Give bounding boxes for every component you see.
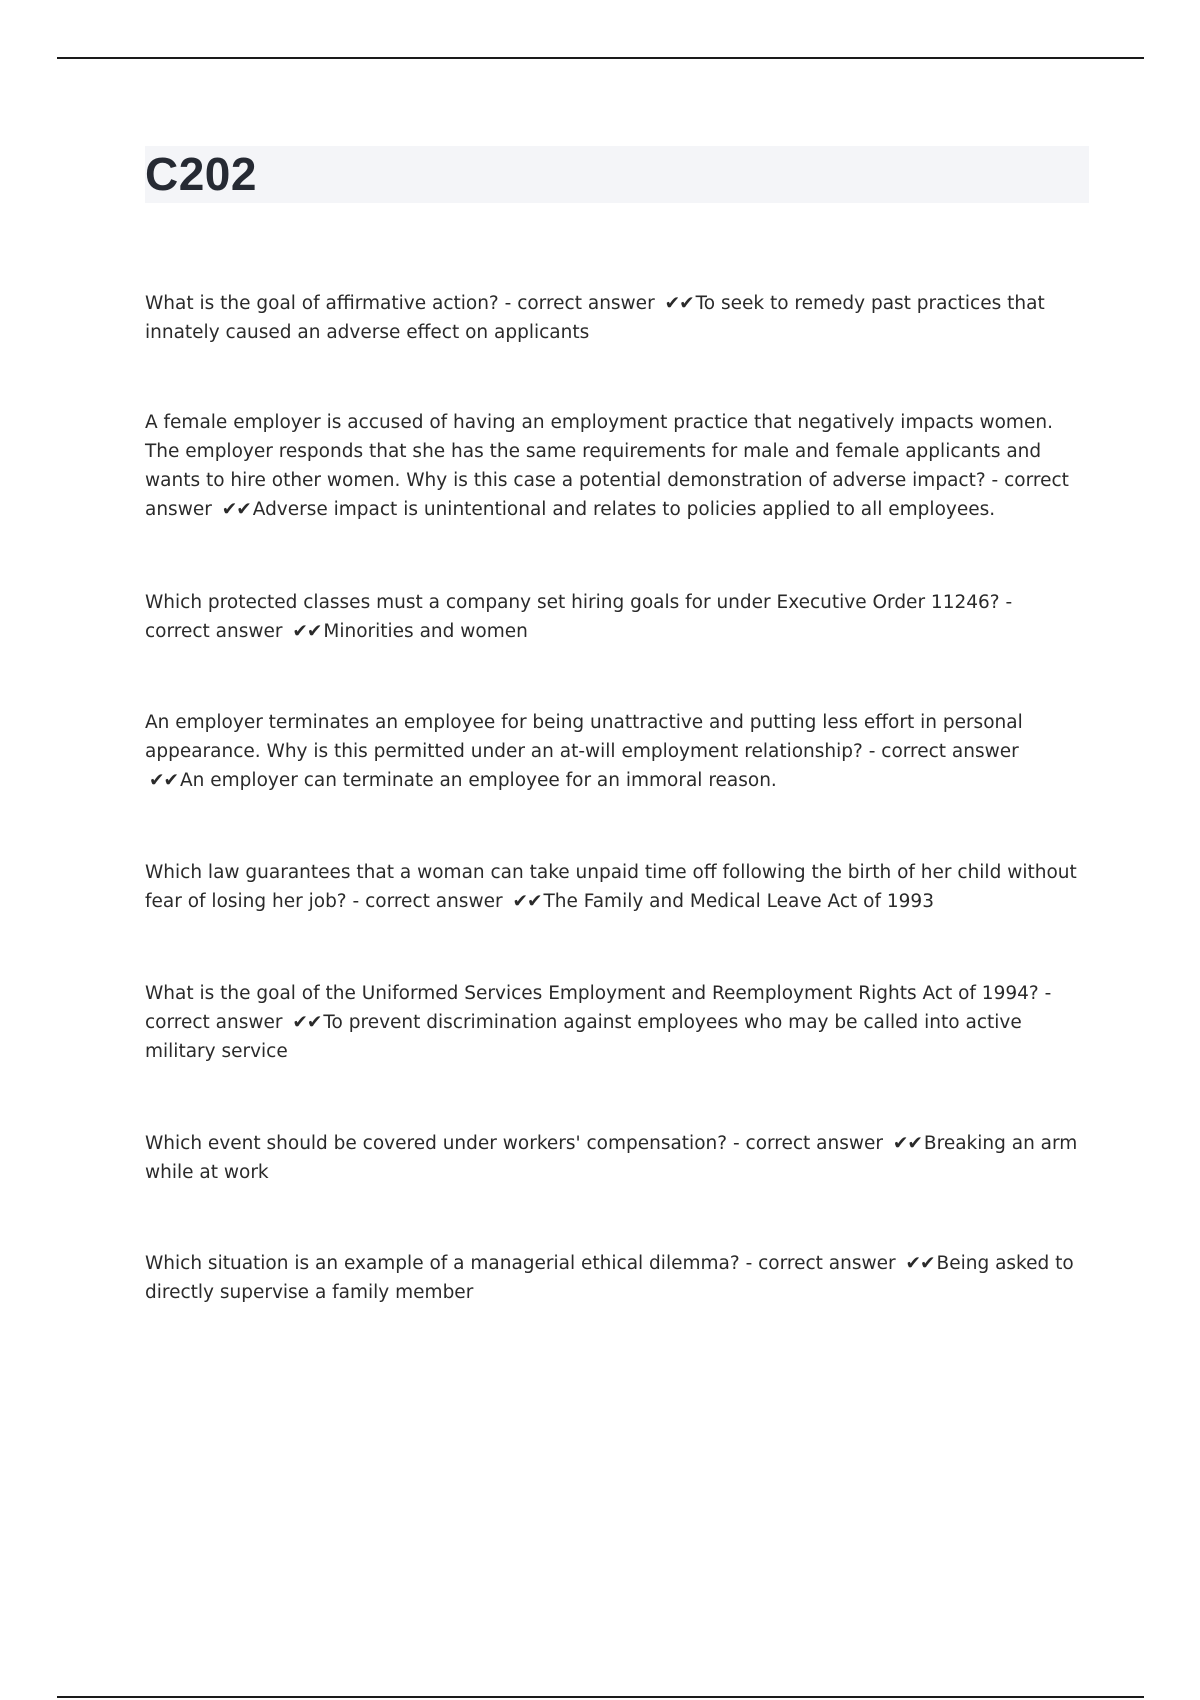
qa-item-5 xyxy=(145,858,1080,916)
answer-separator: - correct answer xyxy=(145,592,1013,642)
question-text: Which situation is an example of a managerial ethical dilemma? xyxy=(145,1253,740,1274)
question-text: Which event should be covered under workers' compensation? xyxy=(145,1133,728,1154)
answer-separator: - correct answer xyxy=(145,983,1052,1033)
check-marks-icon: ✔✔ xyxy=(149,770,179,791)
question-text: What is the goal of affirmative action? xyxy=(145,293,499,314)
top-rule xyxy=(57,57,1144,59)
answer-text: Breaking an arm while at work xyxy=(145,1133,1078,1183)
question-text: An employer terminates an employee for being unattractive and putting less effort in personal appearance. Why is this permitted under an at-will employment relationship? xyxy=(145,712,1023,762)
answer-separator: - correct answer xyxy=(868,741,1019,762)
check-marks-icon: ✔✔ xyxy=(221,499,251,520)
answer-text: To prevent discrimination against employees who may be called into active military service xyxy=(145,1012,1022,1062)
answer-text: Being asked to directly supervise a family member xyxy=(145,1253,1074,1303)
answer-text: An employer can terminate an employee for an immoral reason. xyxy=(180,770,777,791)
answer-text: To seek to remedy past practices that innately caused an adverse effect on applicants xyxy=(145,293,1045,343)
question-text: Which law guarantees that a woman can take unpaid time off following the birth of her child without fear of losing her job? xyxy=(145,862,1077,912)
qa-item-4 xyxy=(145,708,1080,795)
question-text: Which protected classes must a company set hiring goals for under Executive Order 11246? xyxy=(145,592,1000,613)
check-marks-icon: ✔✔ xyxy=(892,1133,922,1154)
check-marks-icon: ✔✔ xyxy=(512,891,542,912)
answer-text: Minorities and women xyxy=(323,621,528,642)
answer-separator: - correct answer xyxy=(745,1253,896,1274)
question-text: What is the goal of the Uniformed Services Employment and Reemployment Rights Act of 1994? xyxy=(145,983,1039,1004)
qa-item-2 xyxy=(145,408,1080,524)
check-marks-icon: ✔✔ xyxy=(292,621,322,642)
qa-item-7 xyxy=(145,1129,1080,1187)
answer-separator: - correct answer xyxy=(732,1133,884,1154)
answer-separator: - correct answer xyxy=(145,470,1069,520)
qa-item-8 xyxy=(145,1249,1080,1307)
qa-item-6 xyxy=(145,979,1080,1066)
document-title: C202 xyxy=(145,148,257,200)
check-marks-icon: ✔✔ xyxy=(292,1012,322,1033)
answer-text: The Family and Medical Leave Act of 1993 xyxy=(543,891,934,912)
qa-item-3 xyxy=(145,588,1080,646)
answer-separator: - correct answer xyxy=(352,891,503,912)
check-marks-icon: ✔✔ xyxy=(664,293,694,314)
qa-item-1 xyxy=(145,289,1080,347)
question-text: A female employer is accused of having an employment practice that negatively impacts women. The employer responds that she has the same requirements for male and female applicants and wants to hire other women. Why is this case a potential demonstration of adverse impact? xyxy=(145,412,1053,491)
title-band xyxy=(145,146,1089,203)
answer-separator: - correct answer xyxy=(504,293,655,314)
bottom-rule xyxy=(57,1696,1144,1698)
check-marks-icon: ✔✔ xyxy=(905,1253,935,1274)
answer-text: Adverse impact is unintentional and relates to policies applied to all employees. xyxy=(252,499,996,520)
